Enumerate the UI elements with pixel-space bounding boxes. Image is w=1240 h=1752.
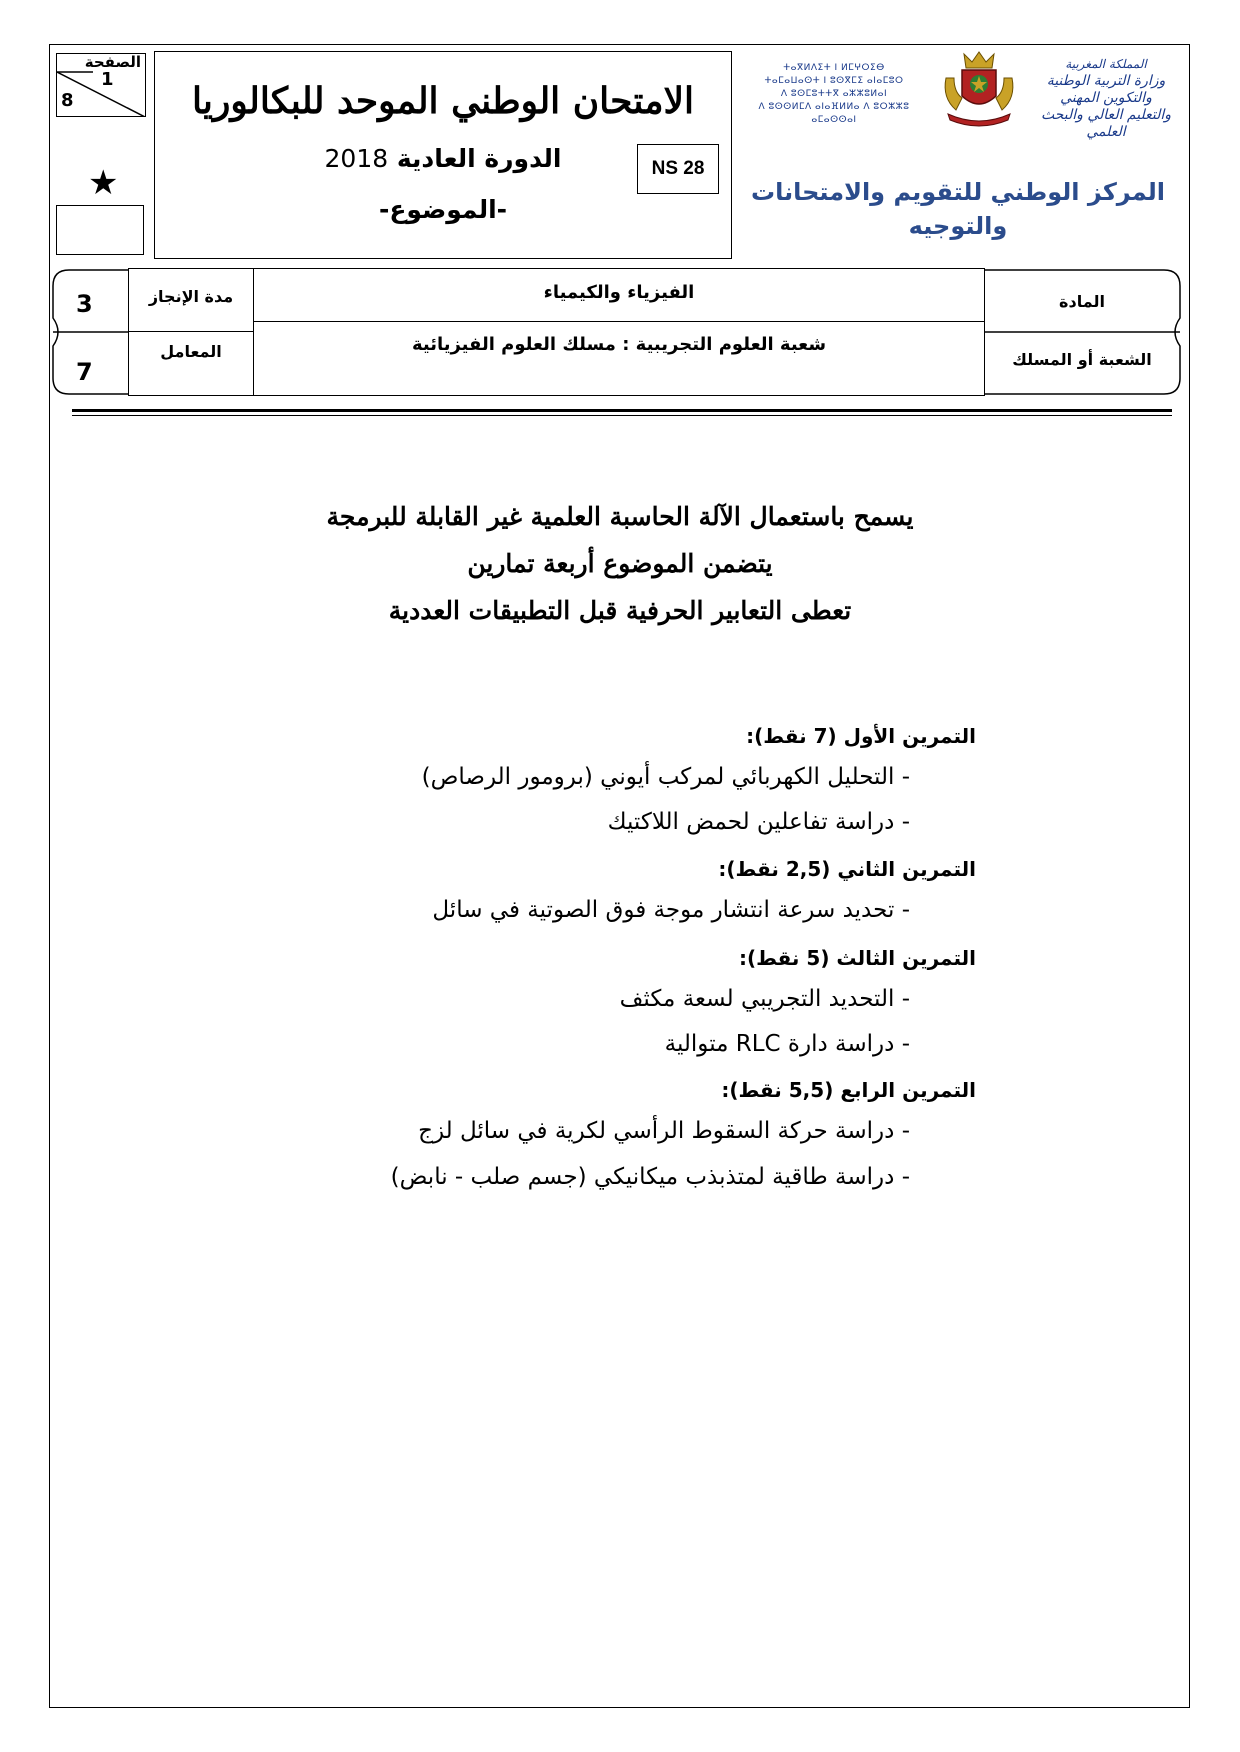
tifinagh-line: ⴷ ⵓⵙⵎⵓⵜⵜⴳ ⴰⵣⵣⵓⵍⴰⵏ — [780, 89, 888, 99]
exercise-points: (5 نقط): — [738, 946, 830, 970]
center-line-1: المركز الوطني للتقويم والامتحانات — [750, 178, 1166, 206]
exercise-item: - دراسة طاقية لمتذبذب ميكانيكي (جسم صلب - نابض) — [390, 1164, 910, 1190]
duration-label: مدة الإنجاز — [148, 287, 234, 306]
center-line-2: والتوجيه — [908, 212, 1008, 240]
tifinagh-line: ⵜⴰⵎⴰⵡⴰⵙⵜ ⵏ ⵓⵙⴳⵎⵉ ⴰⵏⴰⵎⵓⵔ — [764, 76, 904, 86]
exercise-points: (2,5 نقط): — [718, 857, 831, 881]
tifinagh-line: ⴷ ⵓⵙⵙⵍⵎⴷ ⴰⵏⴰⴼⵍⵍⴰ ⴷ ⵓⵔⵣⵣⵓ ⴰⵎⴰⵙⵙⴰⵏ — [758, 102, 910, 125]
instruction-line: يتضمن الموضوع أربعة تمارين — [467, 549, 773, 578]
duration-value: 3 — [76, 290, 93, 318]
page-number-box — [56, 53, 146, 117]
exercise-heading — [739, 946, 976, 970]
exercise-heading — [718, 857, 976, 881]
coef-label-cell — [128, 331, 254, 396]
instruction-line: تعطى التعابير الحرفية قبل التطبيقات العددية — [388, 596, 852, 625]
ministry-line: المملكة المغربية — [1065, 57, 1147, 71]
page-current: 1 — [101, 69, 114, 90]
exercise-heading — [721, 1078, 976, 1102]
branch-value: شعبة العلوم التجريبية : مسلك العلوم الفيزيائية — [411, 334, 827, 355]
exercise-item: - دراسة دارة RLC متوالية — [664, 1031, 910, 1057]
ministry-name — [1020, 56, 1192, 141]
exam-code: NS 28 — [637, 144, 719, 194]
exercise-item: - تحديد سرعة انتشار موجة فوق الصوتية في سائل — [432, 897, 910, 923]
exercise-item: - التحليل الكهربائي لمركب أيوني (برومور الرصاص) — [421, 764, 910, 790]
coat-of-arms-icon — [934, 48, 1024, 130]
session-year: 2018 — [324, 144, 389, 173]
exercise-item: - التحديد التجريبي لسعة مكثف — [619, 986, 910, 1012]
exercise-points: (5,5 نقط): — [721, 1078, 834, 1102]
subject-label: المادة — [1059, 292, 1105, 311]
star-icon: ★ — [88, 163, 119, 203]
exercise-heading — [746, 724, 976, 748]
coef-label: المعامل — [160, 342, 222, 361]
code-blank-box — [56, 205, 144, 255]
exercise-item: - دراسة تفاعلين لحمض اللاكتيك — [607, 809, 910, 835]
tifinagh-line: ⵜⴰⴳⵍⴷⵉⵜ ⵏ ⵍⵎⵖⵔⵉⴱ — [783, 63, 885, 73]
exercise-title: التمرين الثاني — [837, 857, 976, 881]
tifinagh-ministry — [744, 62, 924, 127]
right-label-tab — [984, 268, 1184, 396]
subject-word: -الموضوع- — [378, 195, 508, 224]
branch-label: الشعبة أو المسلك — [1012, 350, 1152, 369]
right-tab-border — [984, 268, 1184, 396]
header-divider — [72, 409, 1172, 412]
exercise-title: التمرين الثالث — [836, 946, 976, 970]
ministry-line: والتعليم العالي والبحث العلمي — [1040, 107, 1171, 140]
national-center-name — [738, 175, 1178, 243]
header-divider — [72, 415, 1172, 416]
ministry-line: وزارة التربية الوطنية — [1046, 73, 1166, 89]
exam-title: الامتحان الوطني الموحد للبكالوريا — [191, 80, 695, 122]
exercise-title: التمرين الرابع — [840, 1078, 976, 1102]
exercise-title: التمرين الأول — [843, 724, 976, 748]
coef-value: 7 — [76, 358, 93, 386]
exercise-points: (7 نقط): — [746, 724, 837, 748]
exercise-item: - دراسة حركة السقوط الرأسي لكرية في سائل لزج — [418, 1118, 910, 1144]
subject-value: الفيزياء والكيمياء — [543, 282, 695, 303]
page-label: الصفحة — [84, 53, 141, 71]
session-prefix: الدورة العادية — [396, 144, 562, 173]
page-total: 8 — [61, 90, 74, 111]
instruction-line: يسمح باستعمال الآلة الحاسبة العلمية غير القابلة للبرمجة — [326, 502, 914, 531]
branch-value-cell — [253, 321, 985, 396]
ministry-line: والتكوين المهني — [1060, 90, 1152, 106]
